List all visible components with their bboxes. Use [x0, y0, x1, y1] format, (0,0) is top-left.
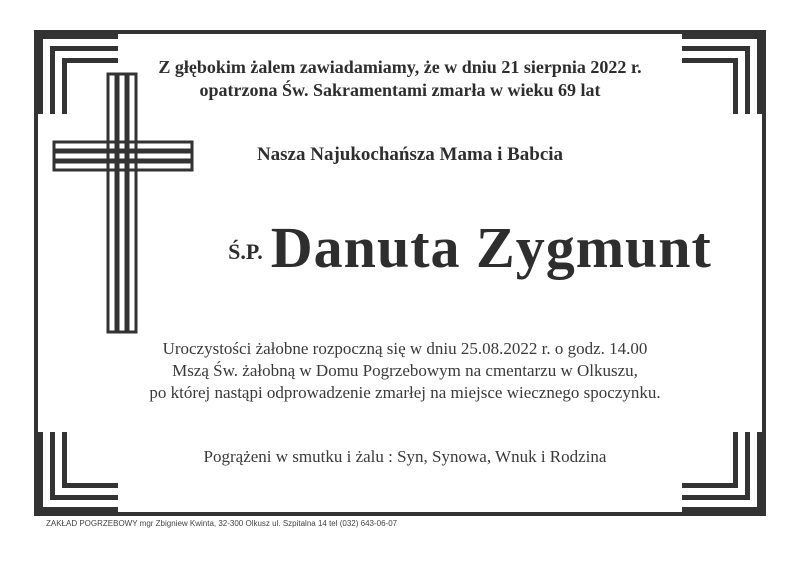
deceased-name-line: [160, 214, 780, 281]
cross-icon: [52, 72, 194, 334]
ceremony-details: [100, 338, 710, 404]
mourners-line: Pogrążeni w smutku i żalu : Syn, Synowa, Wnuk i Rodzina: [203, 447, 607, 466]
corner-ornament-icon: [682, 432, 762, 512]
ceremony-line-2: Mszą Św. żałobną w Domu Pogrzebowym na cmentarzu w Olkuszu,: [172, 361, 638, 380]
ceremony-line-3: po której nastąpi odprowadzenie zmarłej na miejsce wiecznego spoczynku.: [149, 383, 661, 402]
ceremony-line-1: Uroczystości żałobne rozpoczną się w dniu 25.08.2022 r. o godz. 14.00: [162, 339, 648, 358]
announcement-line-2: opatrzona Św. Sakramentami zmarła w wieku 69 lat: [199, 80, 601, 100]
deceased-name: Danuta Zygmunt: [270, 215, 712, 280]
deceased-prefix: Ś.P.: [228, 239, 263, 264]
announcement-line-1: Z głębokim żalem zawiadamiamy, że w dniu 21 sierpnia 2022 r.: [158, 57, 642, 77]
funeral-home-footer: ZAKŁAD POGRZEBOWY mgr Zbigniew Kwinta, 32-300 Olkusz ul. Szpitalna 14 tel (032) 643-06-07: [46, 519, 398, 528]
relation-subtitle: Nasza Najukochańsza Mama i Babcia: [256, 144, 564, 165]
announcement-header: [100, 56, 700, 102]
corner-ornament-icon: [38, 432, 118, 512]
